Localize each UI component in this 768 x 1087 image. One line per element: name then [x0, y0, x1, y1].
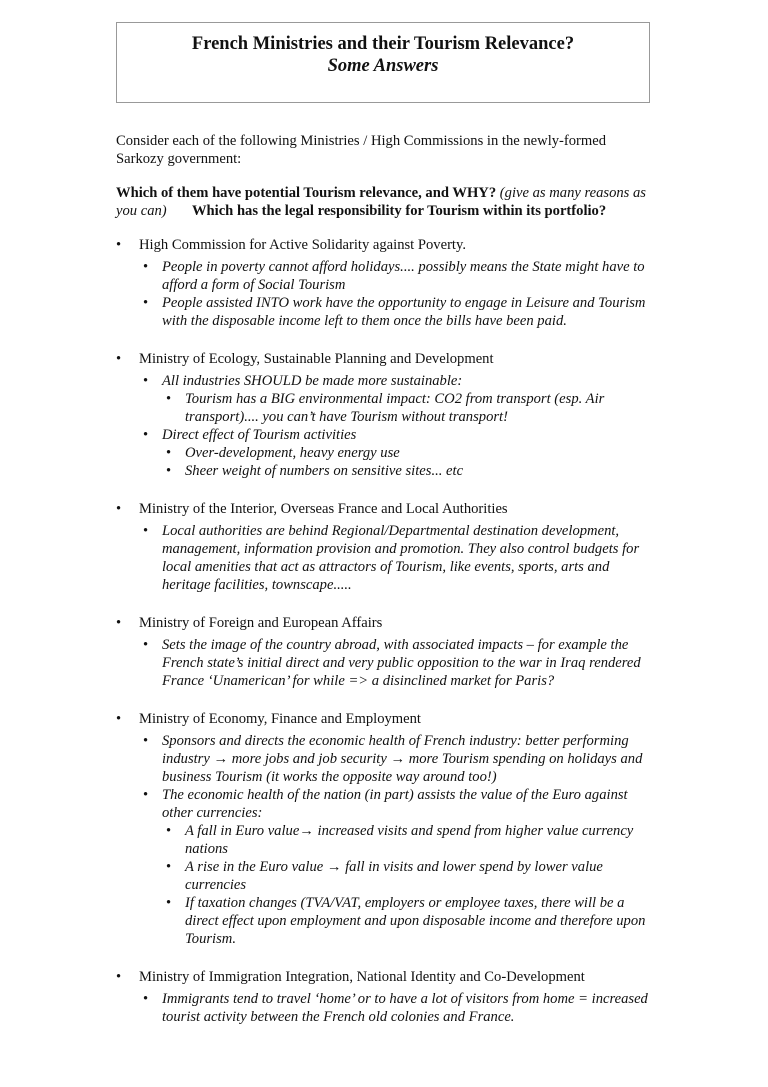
- title-box: [116, 22, 650, 103]
- reason-text: Sponsors and directs the economic health of French industry: better performing industry → more jobs and job security → more Tourism spending on holidays and business Tourism (it works the opposite way around too!): [162, 733, 643, 785]
- reason-text: People assisted INTO work have the opportunity to engage in Leisure and Tourism with the disposable income left to them once the bills have been paid.: [162, 295, 646, 329]
- bullet-icon: •: [116, 615, 122, 631]
- bullet-icon: •: [143, 523, 149, 539]
- reason-list: [139, 990, 656, 1026]
- sub-reason-list: [162, 390, 656, 426]
- reason-item: [139, 372, 656, 426]
- bullet-icon: •: [143, 259, 149, 275]
- ministry-item: [116, 350, 656, 480]
- sub-reason-item: [162, 858, 656, 894]
- reason-text: Sets the image of the country abroad, with associated impacts – for example the French state’s initial direct and very public opposition to the war in Iraq rendered France ‘Unamerican’ for while => a disinclined market for Paris?: [162, 637, 641, 689]
- sub-reason-text: A fall in Euro value→ increased visits and spend from higher value currency nations: [185, 823, 634, 857]
- ministry-item: [116, 500, 656, 594]
- sub-reason-text: Sheer weight of numbers on sensitive sites... etc: [185, 463, 464, 479]
- sub-reason-item: [162, 462, 656, 480]
- intro-paragraph: Consider each of the following Ministries / High Commissions in the newly-formed Sarkozy government:: [116, 133, 607, 167]
- bullet-icon: •: [116, 237, 122, 253]
- bullet-icon: •: [143, 787, 149, 803]
- reason-list: [139, 732, 656, 948]
- ministry-title: Ministry of Economy, Finance and Employment: [139, 711, 421, 727]
- reason-item: [139, 522, 656, 594]
- ministry-title: Ministry of Foreign and European Affairs: [139, 615, 383, 631]
- bullet-icon: •: [166, 391, 172, 407]
- ministry-item: [116, 968, 656, 1026]
- question-paragraph: [116, 184, 656, 220]
- reason-text: Immigrants tend to travel ‘home’ or to have a lot of visitors from home = increased tourist activity between the French old colonies and France.: [162, 991, 648, 1025]
- bullet-icon: •: [166, 445, 172, 461]
- reason-text: The economic health of the nation (in part) assists the value of the Euro against other currencies:: [162, 787, 628, 821]
- reason-text: People in poverty cannot afford holidays.... possibly means the State might have to afford a form of Social Tourism: [162, 259, 645, 293]
- sub-reason-list: [162, 444, 656, 480]
- reason-item: [139, 258, 656, 294]
- sub-reason-text: A rise in the Euro value → fall in visits and lower spend by lower value currencies: [185, 859, 603, 893]
- sub-reason-item: [162, 390, 656, 426]
- reason-item: [139, 732, 656, 786]
- sub-reason-item: [162, 822, 656, 858]
- bullet-icon: •: [116, 351, 122, 367]
- document-body: [116, 132, 656, 1046]
- reason-list: [139, 522, 656, 594]
- reason-text: Direct effect of Tourism activities: [162, 427, 357, 443]
- ministry-item: [116, 614, 656, 690]
- bullet-icon: •: [116, 501, 122, 517]
- reason-item: [139, 990, 656, 1026]
- bullet-icon: •: [116, 711, 122, 727]
- sub-reason-item: [162, 444, 656, 462]
- reason-item: [139, 786, 656, 948]
- page-title: French Ministries and their Tourism Relevance?: [191, 34, 575, 54]
- bullet-icon: •: [143, 637, 149, 653]
- reason-list: [139, 372, 656, 480]
- ministry-list: [116, 236, 656, 1026]
- question-part3: Which has the legal responsibility for Tourism within its portfolio?: [191, 203, 607, 219]
- sub-reason-text: Over-development, heavy energy use: [185, 445, 400, 461]
- reason-item: [139, 636, 656, 690]
- reason-list: [139, 258, 656, 330]
- sub-reason-text: If taxation changes (TVA/VAT, employers or employee taxes, there will be a direct effect upon employment and upon disposable income and therefore upon Tourism.: [185, 895, 646, 947]
- bullet-icon: •: [143, 373, 149, 389]
- ministry-title: Ministry of Immigration Integration, National Identity and Co-Development: [139, 969, 585, 985]
- reason-item: [139, 294, 656, 330]
- page-subtitle: Some Answers: [327, 56, 439, 76]
- reason-item: [139, 426, 656, 480]
- ministry-title: Ministry of Ecology, Sustainable Planning and Development: [139, 351, 494, 367]
- ministry-item: [116, 236, 656, 330]
- bullet-icon: •: [143, 991, 149, 1007]
- ministry-title: Ministry of the Interior, Overseas France and Local Authorities: [139, 501, 508, 517]
- reason-text: All industries SHOULD be made more sustainable:: [162, 373, 463, 389]
- ministry-title: High Commission for Active Solidarity against Poverty.: [139, 237, 466, 253]
- question-part1: Which of them have potential Tourism relevance, and WHY?: [116, 185, 497, 201]
- bullet-icon: •: [143, 733, 149, 749]
- bullet-icon: •: [166, 895, 172, 911]
- bullet-icon: •: [143, 295, 149, 311]
- bullet-icon: •: [166, 859, 172, 875]
- bullet-icon: •: [166, 823, 172, 839]
- bullet-icon: •: [116, 969, 122, 985]
- reason-list: [139, 636, 656, 690]
- sub-reason-text: Tourism has a BIG environmental impact: CO2 from transport (esp. Air transport).... you can’t have Tourism without transport!: [185, 391, 605, 425]
- ministry-item: [116, 710, 656, 948]
- question-part2: (give as many reasons as you can): [116, 185, 646, 219]
- sub-reason-item: [162, 894, 656, 948]
- bullet-icon: •: [166, 463, 172, 479]
- bullet-icon: •: [143, 427, 149, 443]
- sub-reason-list: [162, 822, 656, 948]
- reason-text: Local authorities are behind Regional/Departmental destination development, management, information provision and promotion. They also control budgets for local amenities that act as attractors of Tourism, like events, sports, arts and heritage facilities, townscape.....: [162, 523, 640, 593]
